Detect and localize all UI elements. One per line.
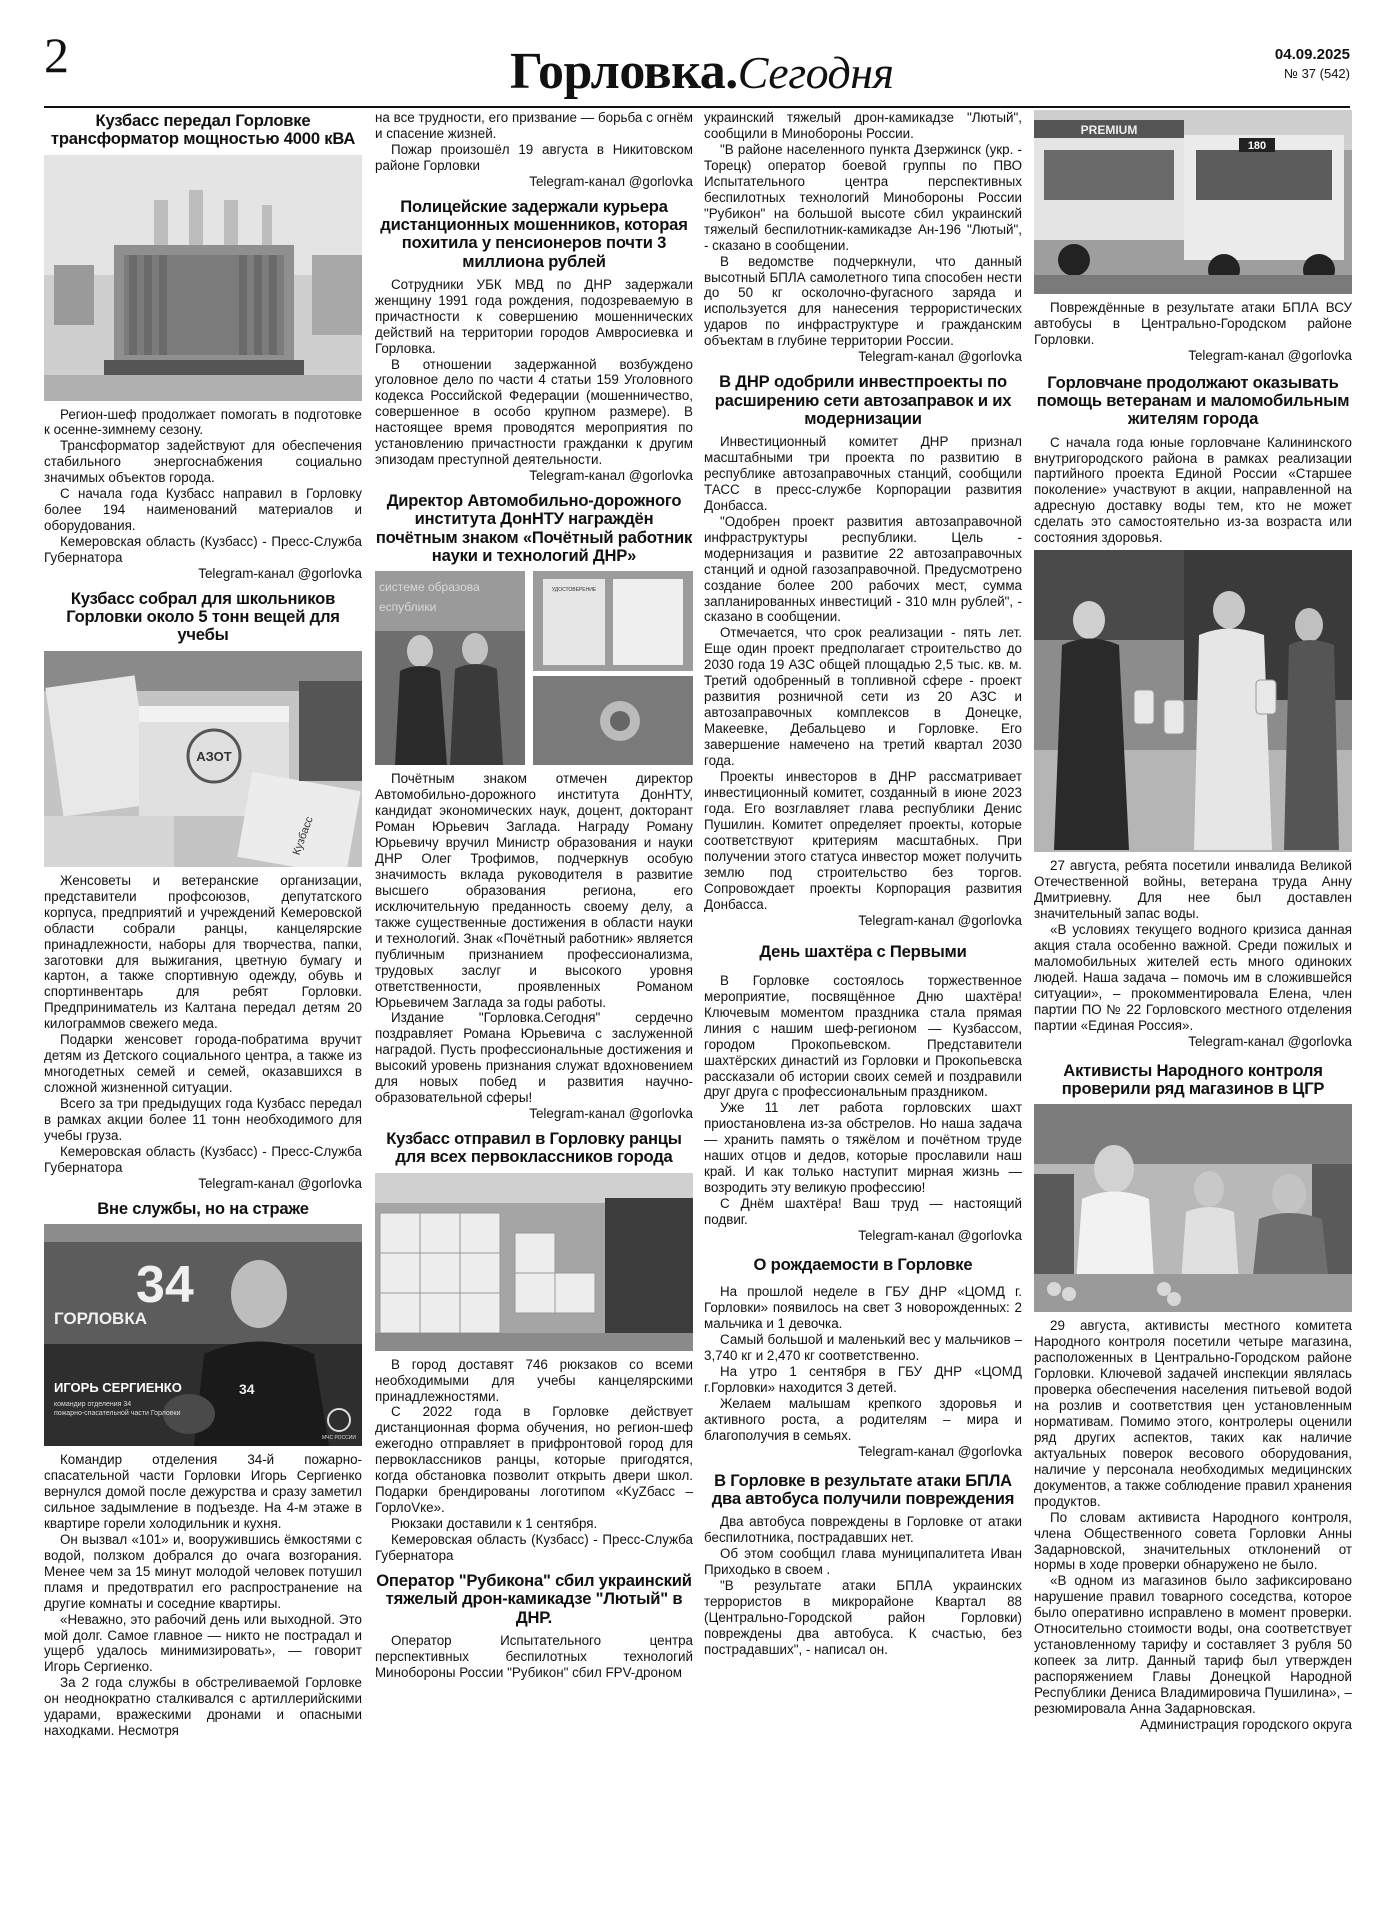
telegram-credit: Telegram-канал @gorlovka xyxy=(198,1175,362,1191)
article-source: Кемеровская область (Кузбасс) - Пресс-Служба Губернатора xyxy=(44,1143,362,1175)
certificate-label: УДОСТОВЕРЕНИЕ xyxy=(551,587,597,594)
article-title: Кузбасс отправил в Горловку ранцы для всех первоклассников города xyxy=(386,1129,682,1167)
article-paragraph: «В условиях текущего водного кризиса данная акция стала особенно важной. Среди пожилых и маломобильных жителей есть много одиноких людей. Наша задача – помочь им в сложившейся ситуации», – прокомментировала Елена, член партии ПО № 22 Горловского местного отделения партии «Единая Россия». xyxy=(1034,922,1352,1033)
article-title: Вне службы, но на страже xyxy=(97,1198,309,1218)
article-paragraph: "Одобрен проект развития автозаправочной инфраструктуры республики. Цель - модернизация и развитие 22 автозаправочных станций и одной газозаправочной. Предусмотрено создание более 200 рабочих мест, сумма запланированных инвестиций - 310 млн рублей", - сказано в сообщении. xyxy=(704,513,1022,625)
article-paragraph: Женсоветы и ветеранские организации, представители профсоюзов, депутатского корпуса, предприятий и учреждений Кемеровской области собрали ранцы, канцелярские принадлежности, наборы для творчества, папки, заготовки для выжигания, цветную бумагу и картон, а также спортивную одежду, обувь и спортинвентарь для ребят Горловки. Предприниматель из Калтана передал детям 20 килограммов свежего меда. xyxy=(44,872,362,1032)
column-3 xyxy=(704,110,1022,1900)
telegram-credit: Telegram-канал @gorlovka xyxy=(858,1228,1022,1244)
article-paragraph: В город доставят 746 рюкзаков со всеми необходимыми для учебы канцелярскими принадлежностями. xyxy=(375,1356,693,1404)
water-delivery-photo xyxy=(1034,550,1352,852)
vest-badge-text: 34 xyxy=(239,1381,255,1398)
article-paragraph: С начала года Кузбасс направил в Горловку более 194 наименований материалов и оборудования. xyxy=(44,486,362,534)
article-paragraph: Трансформатор задействуют для обеспечения стабильного энергоснабжения социально значимых объектов города. xyxy=(44,438,362,486)
photo-caption: Повреждённые в результате атаки БПЛА ВСУ автобусы в Центрально-Городском районе Горловки. xyxy=(1034,300,1352,347)
bus-sign-text: PREMIUM xyxy=(1080,123,1138,137)
telegram-credit: Telegram-канал @gorlovka xyxy=(1188,1033,1352,1049)
article-title: В Горловке в результате атаки БПЛА два автобуса получили повреждения xyxy=(711,1470,1015,1508)
article-paragraph: На утро 1 сентября в ГБУ ДНР «ЦОМД г.Горловки» находится 3 детей. xyxy=(704,1364,1022,1395)
masthead xyxy=(510,43,894,100)
article-paragraph: Оператор Испытательного центра перспективных беспилотных технологий Минобороны России "Рубикон" сбил FPV-дроном xyxy=(375,1632,693,1680)
article-title: Кузбасс передал Горловке трансформатор мощностью 4000 кВА xyxy=(50,111,356,149)
photo-number-text: 34 xyxy=(136,1256,194,1315)
article-paragraph: Он вызвал «101» и, вооружившись ёмкостями с водой, ползком добрался до очага возгорания. Менее чем за 15 минут молодой человек потушил пламя и предотвратил его распространение на другие комнаты и соседние квартиры. xyxy=(44,1531,362,1611)
telegram-credit: Telegram-канал @gorlovka xyxy=(529,1106,693,1122)
photo-name-text: ИГОРЬ СЕРГИЕНКО xyxy=(54,1380,182,1396)
article-paragraph: Пожар произошёл 19 августа в Никитовском районе Горловки xyxy=(375,141,693,173)
box-logo-text: АЗОТ xyxy=(196,748,232,764)
article-paragraph: Сотрудники УБК МВД по ДНР задержали женщину 1991 года рождения, подозреваемую в причастности к совершению мошеннических действий на территории городов Амвросиевка и Горловка. xyxy=(375,276,693,356)
article-paragraph: Подарки женсовет города-побратима вручит детям из Детского социального центра, а также из многодетных семей и семей, оказавшихся в сложной жизненной ситуации. xyxy=(44,1032,362,1096)
transformer-photo xyxy=(44,155,362,401)
masthead-title: Горловка xyxy=(510,43,726,100)
photo-caption-line: пожарно-спасательной части Горловки xyxy=(54,1410,181,1418)
article-paragraph: «В одном из магазинов было зафиксировано нарушение правил товарного соседства, которое было оперативно исправлено в момент проверки. Относительно стоимости воды, она соответствует установленному тарифу и составляет 3 рубля 50 копеек за литр. Данный тариф был утвержден распоряжением Главы Донецкой Народной Республики Дениса Владимировича Пушилина», – резюмировала Анна Задарновская. xyxy=(1034,1573,1352,1717)
column-1 xyxy=(44,110,362,1900)
issue-date: 04.09.2025 xyxy=(1274,46,1350,63)
masthead-dot: . xyxy=(725,43,738,100)
article-paragraph: В отношении задержанной возбуждено уголовное дело по части 4 статьи 159 Уголовного кодекса Российской Федерации (мошенничество, совершенное в особо крупном размере). В настоящее время проводятся мероприятия по установлению причастности гражданки к другим эпизодам преступной деятельности. xyxy=(375,356,693,468)
article-paragraph: За 2 года службы в обстреливаемой Горловке он неоднократно сталкивался с артиллерийскими ударами, вражескими дронами и опасными находками. Несмотря xyxy=(44,1675,362,1739)
article-paragraph: «Неважно, это рабочий день или выходной. Это мой долг. Самое главное — никто не пострадал и ущерб удалось минимизировать», — говорит Игорь Сергиенко. xyxy=(44,1611,362,1675)
photo-bg-text: системе образова xyxy=(379,580,480,595)
article-paragraph: С начала года юные горловчане Калининского внутригородского района в рамках реализации партийного проекта Единой России «Старшее поколение» участвуют в акции, направленной на адресную доставку воды тем, кто не может сделать это самостоятельно из-за возраста или состояния здоровья. xyxy=(1034,434,1352,546)
firefighter-photo xyxy=(44,1224,362,1446)
article-paragraph: Издание "Горловка.Сегодня" сердечно поздравляет Романа Юрьевича с заслуженной наградой. Пусть профессиональные достижения и высокий уровень признания служат вдохновением для новых побед и развития научно-образовательной сферы! xyxy=(375,1010,693,1106)
article-source: Кемеровская область (Кузбасс) - Пресс-Служба Губернатора xyxy=(375,1532,693,1564)
bus-route-text: 180 xyxy=(1247,140,1267,152)
telegram-credit: Telegram-канал @gorlovka xyxy=(198,566,362,582)
backpacks-photo xyxy=(375,1173,693,1351)
telegram-credit: Telegram-канал @gorlovka xyxy=(529,468,693,484)
box-side-text: Кузбасс xyxy=(290,814,316,857)
photo-bg-text: еспублики xyxy=(379,600,437,615)
article-title: Полицейские задержали курьера дистанционных мошенников, которая похитила у пенсионеров почти 3 миллиона рублей xyxy=(380,196,688,271)
article-source: Кемеровская область (Кузбасс) - Пресс-Служба Губернатора xyxy=(44,534,362,566)
article-paragraph: По словам активиста Народного контроля, члена Общественного совета Горловки Анны Задарновской, значительных отклонений от нормы в ходе проверки обнаружено не было. xyxy=(1034,1509,1352,1573)
column-2 xyxy=(375,110,693,1900)
article-title: Оператор "Рубикона" сбил украинский тяжелый дрон-камикадзе "Лютый" в ДНР. xyxy=(376,1571,692,1627)
article-title: Горловчане продолжают оказывать помощь ветеранам и маломобильным жителям города xyxy=(1036,372,1350,429)
telegram-credit: Telegram-канал @gorlovka xyxy=(858,349,1022,365)
article-paragraph: 29 августа, активисты местного комитета Народного контроля посетили четыре магазина, расположенных в Центрально-Городском районе Горловки. Ключевой задачей инспекции являлась проверка обеспечения населения питьевой водой на розлив и соответствия цен установленным нормативам. Помимо этого, контролеры оценили ряд других аспектов, таких как наличие актуальных поверок весового оборудования, наличие у персонала необходимых медицинских документов, а также соблюдение правил хранения продуктов. xyxy=(1034,1318,1352,1509)
article-title: Директор Автомобильно-дорожного института ДонНТУ награждён почётным знаком «Почётный работник науки и технологий ДНР» xyxy=(375,491,693,565)
masthead-subtitle: Сегодня xyxy=(737,47,894,98)
article-title: В ДНР одобрили инвестпроекты по расширению сети автозаправок и их модернизации xyxy=(714,372,1012,428)
article-paragraph: Инвестиционный комитет ДНР признал масштабными три проекта по развитию в республике автозаправочных станций, сообщили ТАСС в пресс-службе Корпорации развития Донбасса. xyxy=(704,434,1022,513)
header-rule xyxy=(44,106,1350,108)
article-paragraph: С Днём шахтёра! Ваш труд — настоящий подвиг. xyxy=(704,1196,1022,1228)
telegram-credit: Telegram-канал @gorlovka xyxy=(1188,347,1352,363)
telegram-credit: Telegram-канал @gorlovka xyxy=(858,1443,1022,1459)
article-paragraph: Почётным знаком отмечен директор Автомобильно-дорожного института ДонНТУ, кандидат экономических наук, доцент, докторант Роман Юрьевич Заглада. Награду Роману Юрьевичу вручил Министр образования и науки ДНР Олег Трофимов, подчеркнув особую значимость вклада руководителя в развитие высшего образования региона, его исключительную преданность своему делу, а также существенные достижения в области науки и технологий. Знак «Почётный работник» является публичным признанием профессионализма, трудовых заслуг и высокого уровня ответственности, проявленных Романом Юрьевичем Заглада за годы работы. xyxy=(375,771,693,1010)
telegram-credit: Telegram-канал @gorlovka xyxy=(858,912,1022,928)
photo-city-text: ГОРЛОВКА xyxy=(54,1309,147,1329)
article-paragraph: Всего за три предыдущих года Кузбасс передал в рамках акции более 11 тонн необходимого для учебы груза. xyxy=(44,1096,362,1143)
article-paragraph: Два автобуса повреждены в Горловке от атаки беспилотника, пострадавших нет. xyxy=(704,1514,1022,1546)
article-paragraph: Рюкзаки доставили к 1 сентября. xyxy=(391,1516,598,1532)
article-paragraph: Уже 11 лет работа горловских шахт приостановлена из-за обстрелов. Но наша задача — хранить память о тяжёлом и почётном труде наших отцов и дедов, которые прославили наш край. И как только наступит мирная жизнь — возродить эту великую профессию! xyxy=(704,1100,1022,1196)
telegram-credit: Telegram-канал @gorlovka xyxy=(529,173,693,189)
article-paragraph: Отмечается, что срок реализации - пять лет. Еще один проект предполагает строительство до 2030 года 19 АЗС общей площадью 2,5 тыс. кв. м. Третий одобренный в топливной сфере - проект развития розничной сети из 20 АЗС и автозаправочных комплексов в Донецке, Макеевке, Дебальцево и Горловке. Его завершение намечено на третий квартал 2030 года. xyxy=(704,625,1022,769)
column-4 xyxy=(1034,110,1352,1900)
article-paragraph: Об этом сообщил глава муниципалитета Иван Приходько в своем . xyxy=(704,1546,1022,1578)
article-title: День шахтёра с Первыми xyxy=(759,941,967,961)
article-title: Кузбасс собрал для школьников Горловки около 5 тонн вещей для учебы xyxy=(66,588,340,645)
article-paragraph: украинский тяжелый дрон-камикадзе "Лютый", сообщили в Минобороны России. xyxy=(704,110,1022,141)
store-inspection-photo xyxy=(1034,1104,1352,1312)
school-supplies-photo xyxy=(44,651,362,867)
award-photos xyxy=(375,571,693,765)
damaged-buses-photo xyxy=(1034,110,1352,294)
article-title: Активисты Народного контроля проверили ряд магазинов в ЦГР xyxy=(1061,1060,1325,1098)
article-paragraph: Желаем малышам крепкого здоровья и активного роста, а родителям – мира и благополучия в семьях. xyxy=(704,1395,1022,1443)
article-paragraph: В Горловке состоялось торжественное мероприятие, посвящённое Дню шахтёра! Ключевым моментом праздника стала прямая линия с нашим шеф-регионом — Кузбассом, городом Прокопьевском. Представители шахтёрских династий из Горловки и Прокопьевска рассказали об истории своих семей и поздравили друг друга с профессиональным праздником. xyxy=(704,972,1022,1100)
article-paragraph: "В районе населенного пункта Дзержинск (укр. - Торецк) оператор боевой группы по ПВО Испытательного центра перспективных беспилотных технологий Минобороны России "Рубикон" на большой высоте сбил украинский тяжелый беспилотник-камикадзе Ан-196 "Лютый", - сказано в сообщении. xyxy=(704,141,1022,253)
article-paragraph: Проекты инвесторов в ДНР рассматривает инвестиционный комитет, созданный в июне 2023 года. Его возглавляет глава республики Денис Пушилин. Комитет определяет проекты, которые соответствуют критериям масштабных. При получении этого статуса инвестор может получить землю под строительство без торгов. Сопровождает проекты Корпорация развития Донбасса. xyxy=(704,769,1022,912)
article-paragraph: Самый большой и маленький вес у мальчиков – 3,740 кг и 2,470 кг соответственно. xyxy=(704,1332,1022,1364)
article-paragraph: на все трудности, его призвание — борьба с огнём и спасение жизней. xyxy=(375,110,693,141)
article-paragraph: Командир отделения 34-й пожарно-спасательной части Горловки Игорь Сергиенко вернулся домой после дежурства и сразу заметил сильное задымление в подъезде. На 4-м этаже в квартире горели холодильник и кухня. xyxy=(44,1452,362,1531)
emblem-text: МЧС РОССИИ xyxy=(322,1435,356,1442)
page-number: 2 xyxy=(44,27,69,83)
article-paragraph: 27 августа, ребята посетили инвалида Великой Отечественной войны, ветерана труда Анну Дмитриевну. Для нее был доставлен значительный запас воды. xyxy=(1034,858,1352,922)
article-source: Администрация городского округа xyxy=(1140,1717,1352,1732)
article-paragraph: На прошлой неделе в ГБУ ДНР «ЦОМД г. Горловки» появилось на свет 3 новорожденных: 2 мальчика и 1 девочка. xyxy=(704,1284,1022,1332)
article-title: О рождаемости в Горловке xyxy=(753,1255,973,1274)
issue-number: № 37 (542) xyxy=(1284,66,1350,81)
article-paragraph: Регион-шеф продолжает помогать в подготовке к осенне-зимнему сезону. xyxy=(44,406,362,438)
article-paragraph: В ведомстве подчеркнули, что данный высотный БПЛА самолетного типа способен нести до 50 кг осколочно-фугасного заряда и используется для нанесения террористических ударов по инфраструктуре и гражданским объектам в глубине территории России. xyxy=(704,253,1022,349)
article-paragraph: С 2022 года в Горловке действует дистанционная форма обучения, но регион-шеф ежегодно отправляет в прифронтовой город для первоклассников ранцы, которые пригодятся, когда обстановка позволит открыть двери школ. Подарки брендированы логотипом «KyZбасс – ГорлоVке». xyxy=(375,1404,693,1516)
photo-caption-line: командир отделения 34 xyxy=(54,1401,132,1409)
article-paragraph: "В результате атаки БПЛА украинских террористов в микрорайоне Квартал 88 (Центрально-Городской район Горловки) повреждены два автобуса. К счастью, без пострадавших", - написал он. xyxy=(704,1578,1022,1657)
